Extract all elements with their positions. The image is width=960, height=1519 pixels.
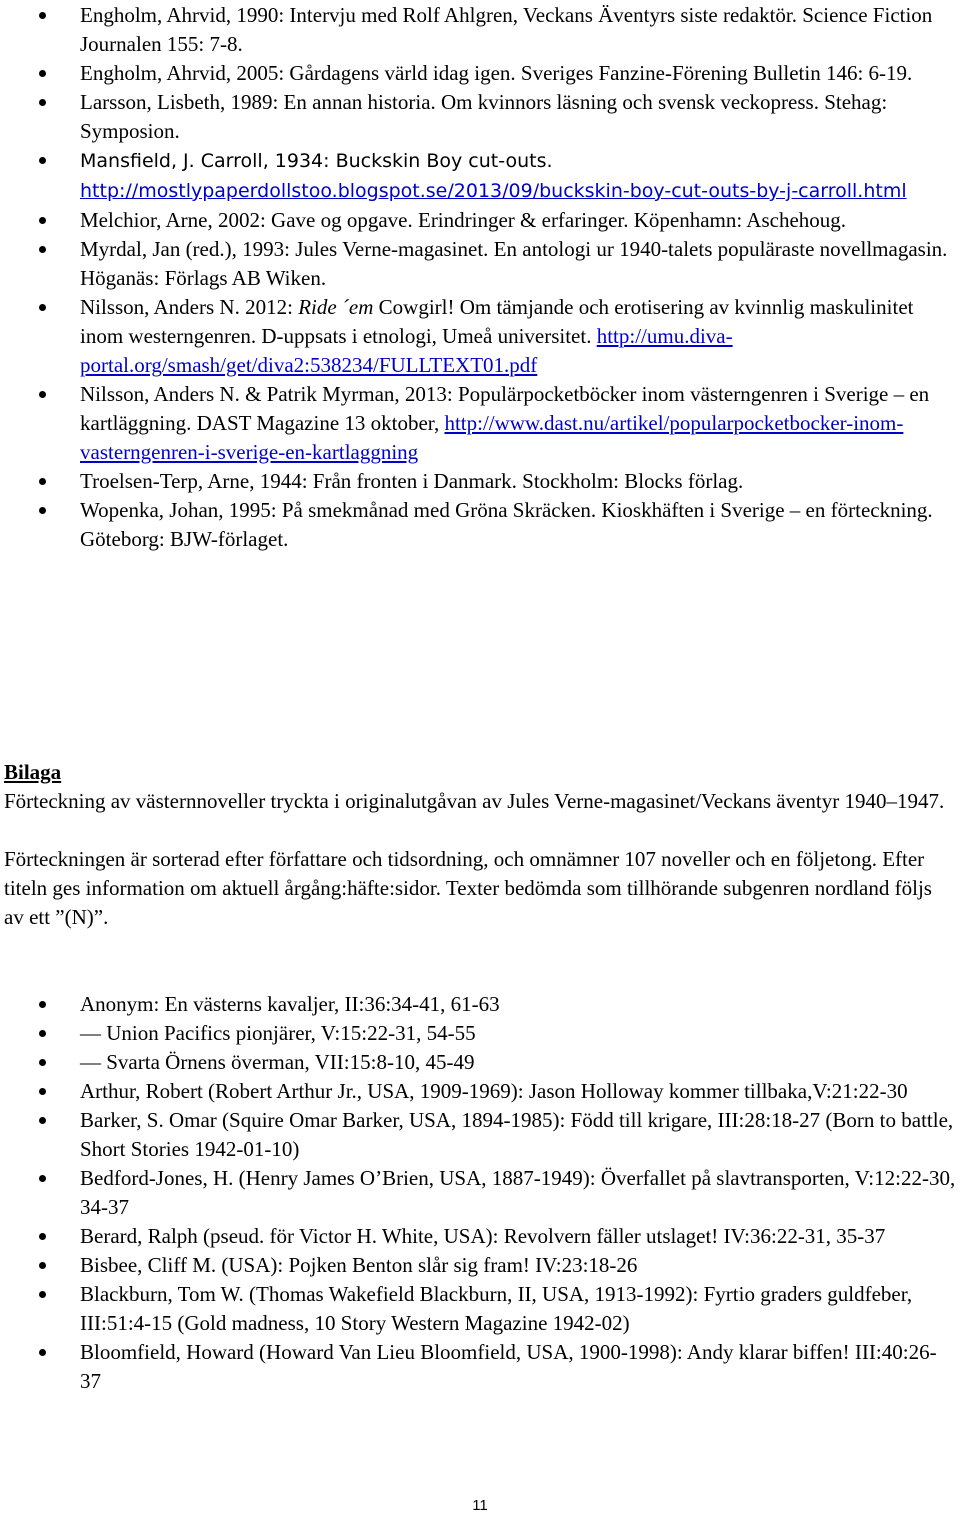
novel-item: Berard, Ralph (pseud. för Victor H. White, USA): Revolvern fäller utslaget! IV:36:22-31, 35-37 — [0, 1222, 960, 1251]
appendix-heading: Bilaga — [4, 760, 62, 784]
reference-item: Troelsen-Terp, Arne, 1944: Från fronten i Danmark. Stockholm: Blocks förlag. — [0, 467, 960, 496]
reference-item: Mansfield, J. Carroll, 1934: Buckskin Boy cut-outs. http://mostlypaperdollstoo.blogspot.se/2013/09/buckskin-boy-cut-outs-by-j-carroll.html — [0, 146, 960, 206]
page-number: 11 — [472, 1497, 488, 1514]
bullet-icon — [39, 217, 46, 224]
novel-item: Blackburn, Tom W. (Thomas Wakefield Blackburn, II, USA, 1913-1992): Fyrtio graders guldfeber, III:51:4-15 (Gold madness, 10 Story Western Magazine 1942-02) — [0, 1280, 960, 1338]
reference-item: Nilsson, Anders N. & Patrik Myrman, 2013: Populärpocketböcker inom västerngenren i Sverige – en kartläggning. DAST Magazine 13 oktober, http://www.dast.nu/artikel/popularpocketbocker-inom-vasterngenren-i-sverige-en-kartlaggning — [0, 380, 960, 467]
reference-item: Engholm, Ahrvid, 2005: Gårdagens värld idag igen. Sveriges Fanzine-Förening Bulletin 146: 6-19. — [0, 59, 960, 88]
bullet-icon — [39, 99, 46, 106]
reference-item: Nilsson, Anders N. 2012: Ride ´em Cowgirl! Om tämjande och erotisering av kvinnlig maskulinitet inom westerngenren. D-uppsats i etnologi, Umeå universitet. http://umu.diva-portal.org/smash/get/diva2:538234/FULLTEXT01.pdf — [0, 293, 960, 380]
appendix-description: Förteckningen är sorterad efter författare och tidsordning, och omnämner 107 noveller och en följetong. Efter titeln ges information om aktuell årgång:häfte:sidor. Texter bedömda som tillhörande subgenren nordland följs av ett ”(N)”. — [4, 847, 932, 929]
novel-list — [0, 990, 960, 1396]
bullet-icon — [39, 12, 46, 19]
novel-item: Arthur, Robert (Robert Arthur Jr., USA, 1909-1969): Jason Holloway kommer tillbaka,V:21:22-30 — [0, 1077, 960, 1106]
reference-item: Larsson, Lisbeth, 1989: En annan historia. Om kvinnors läsning och svensk veckopress. Stehag: Symposion. — [0, 88, 960, 146]
bullet-icon — [39, 1088, 46, 1095]
bullet-icon — [39, 1262, 46, 1269]
reference-item: Myrdal, Jan (red.), 1993: Jules Verne-magasinet. En antologi ur 1940-talets populäraste novellmagasin. Höganäs: Förlags AB Wiken. — [0, 235, 960, 293]
bullet-icon — [39, 1030, 46, 1037]
appendix-section — [4, 758, 954, 932]
novel-item: — Svarta Örnens överman, VII:15:8-10, 45-49 — [0, 1048, 960, 1077]
reference-list — [0, 1, 960, 554]
bullet-icon — [39, 507, 46, 514]
novel-item: — Union Pacifics pionjärer, V:15:22-31, 54-55 — [0, 1019, 960, 1048]
bullet-icon — [39, 1233, 46, 1240]
reference-link[interactable]: http://www.dast.nu/artikel/popularpocketbocker-inom-vasterngenren-i-sverige-en-kartlaggning — [80, 411, 904, 464]
bullet-icon — [39, 1117, 46, 1124]
bullet-icon — [39, 1001, 46, 1008]
bullet-icon — [39, 70, 46, 77]
paragraph-spacer — [4, 816, 954, 845]
reference-item: Wopenka, Johan, 1995: På smekmånad med Gröna Skräcken. Kioskhäften i Sverige – en förteckning. Göteborg: BJW-förlaget. — [0, 496, 960, 554]
novel-item: Bloomfield, Howard (Howard Van Lieu Bloomfield, USA, 1900-1998): Andy klarar biffen! III:40:26-37 — [0, 1338, 960, 1396]
novel-item: Anonym: En västerns kavaljer, II:36:34-41, 61-63 — [0, 990, 960, 1019]
bullet-icon — [39, 391, 46, 398]
bullet-icon — [39, 1291, 46, 1298]
novel-item: Bedford-Jones, H. (Henry James O’Brien, USA, 1887-1949): Överfallet på slavtransporten, V:12:22-30, 34-37 — [0, 1164, 960, 1222]
bullet-icon — [39, 1059, 46, 1066]
bullet-icon — [39, 1175, 46, 1182]
reference-item: Melchior, Arne, 2002: Gave og opgave. Erindringer & erfaringer. Köpenhamn: Aschehoug. — [0, 206, 960, 235]
bullet-icon — [39, 478, 46, 485]
bullet-icon — [39, 304, 46, 311]
novel-item: Barker, S. Omar (Squire Omar Barker, USA, 1894-1985): Född till krigare, III:28:18-27 (Born to battle, Short Stories 1942-01-10) — [0, 1106, 960, 1164]
appendix-subtitle: Förteckning av västernnoveller tryckta i originalutgåvan av Jules Verne-magasinet/Veckans äventyr 1940–1947. — [4, 789, 945, 813]
novel-item: Bisbee, Cliff M. (USA): Pojken Benton slår sig fram! IV:23:18-26 — [0, 1251, 960, 1280]
bullet-icon — [39, 157, 46, 164]
bullet-icon — [39, 246, 46, 253]
reference-item: Engholm, Ahrvid, 1990: Intervju med Rolf Ahlgren, Veckans Äventyrs siste redaktör. Science Fiction Journalen 155: 7-8. — [0, 1, 960, 59]
bullet-icon — [39, 1349, 46, 1356]
reference-link[interactable]: http://umu.diva-portal.org/smash/get/diva2:538234/FULLTEXT01.pdf — [80, 324, 733, 377]
reference-link[interactable]: http://mostlypaperdollstoo.blogspot.se/2013/09/buckskin-boy-cut-outs-by-j-carroll.html — [80, 180, 907, 202]
